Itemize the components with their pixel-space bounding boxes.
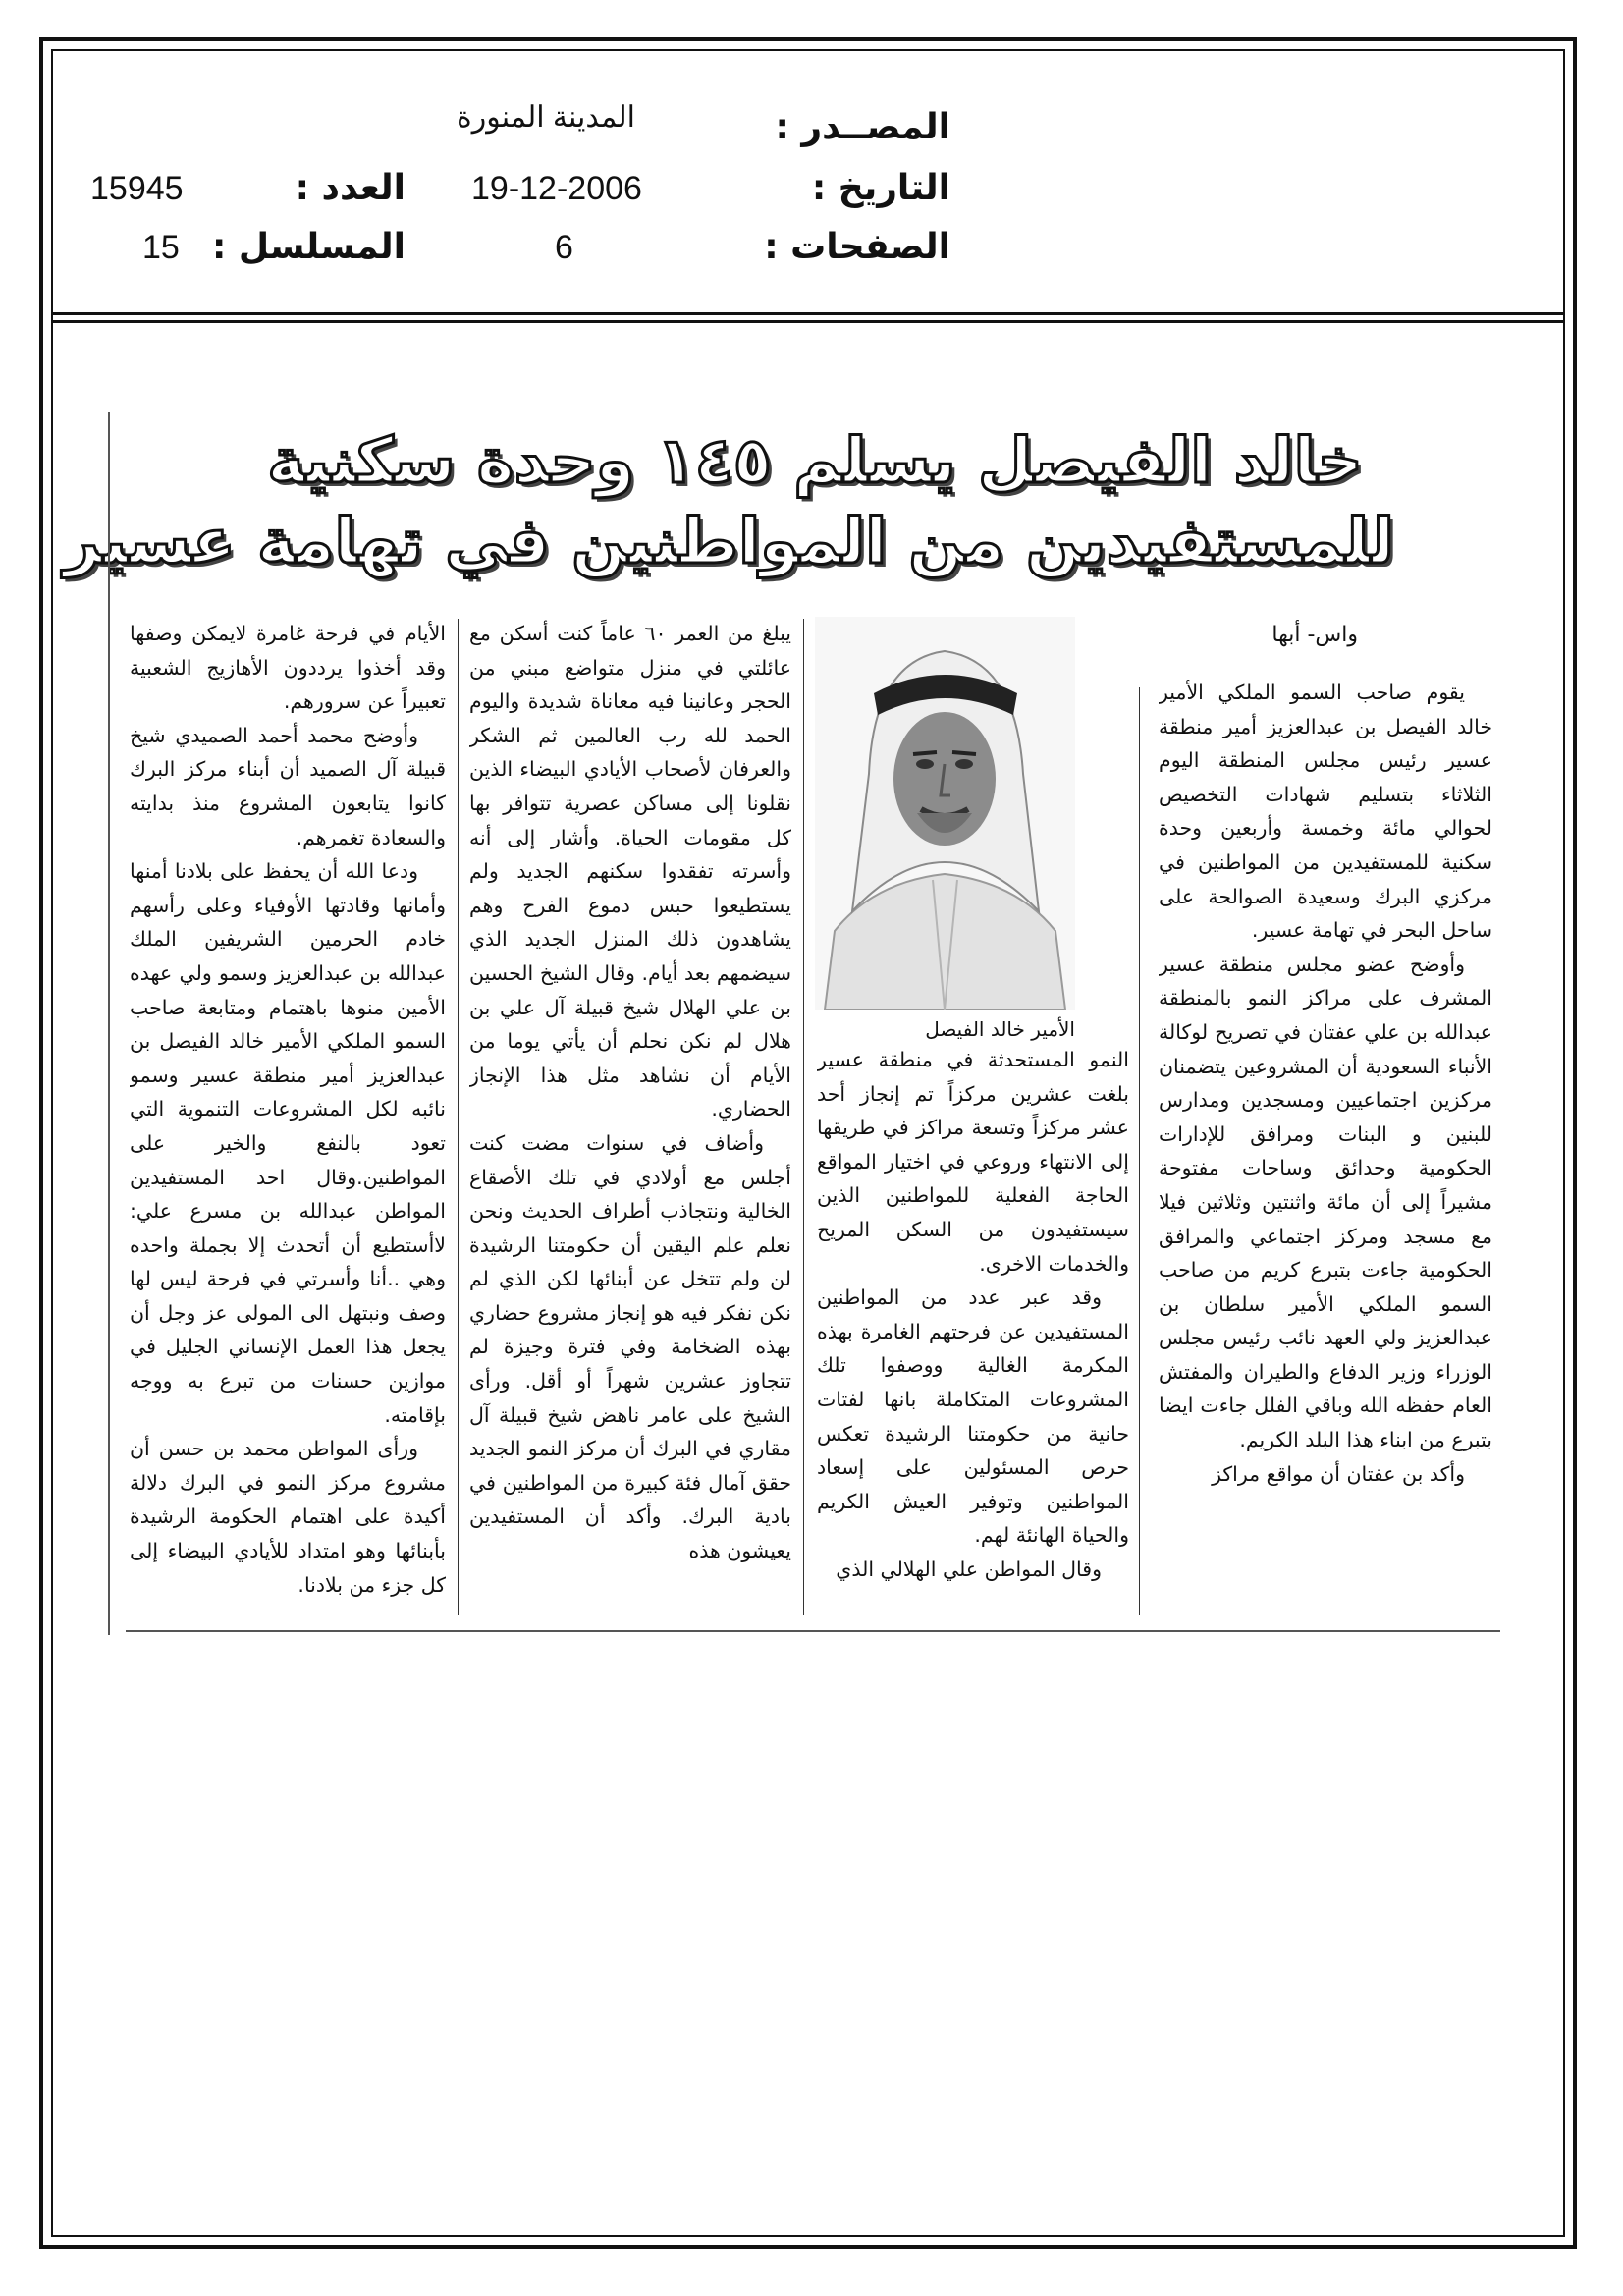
column-divider	[1139, 687, 1140, 1615]
article-column-2	[817, 1043, 1129, 1620]
date-value: 19-12-2006	[471, 170, 642, 207]
headline-line-1: خالد الفيصل يسلم ١٤٥ وحدة سكنية	[267, 425, 1363, 498]
column-1-paragraph: يقوم صاحب السمو الملكي الأمير خالد الفيصل بن عبدالعزيز أمير منطقة عسير رئيس مجلس المنطقة اليوم الثلاثاء بتسليم شهادات التخصيص لحوالي مائة وخمسة وأربعين وحدة سكنية للمستفيدين من المواطنين في مركزي البرك وسعيدة الصوالحة على ساحل البحر في تهامة عسير.	[1159, 681, 1492, 943]
column-3-paragraph: يبلغ من العمر ٦٠ عاماً كنت أسكن مع عائلتي في منزل متواضع مبني من الحجر وعانينا فيه معاناة شديدة واليوم الحمد لله رب العالمين ثم الشكر والعرفان لأصحاب الأيادي البيضاء الذين نقلونا إلى مساكن عصرية تتوافر بها كل مقومات الحياة. وأشار إلى أنه وأسرته تفقدوا سكنهم الجديد ولم يستطيعوا حبس دموع الفرح وهم يشاهدون ذلك المنزل الجديد الذي سيضمهم بعد أيام. وقال الشيخ الحسين بن علي الهلال شيخ قبيلة آل علي بن هلال لم نكن نحلم أن يأتي يوما من الأيام أن نشاهد مثل هذا الإنجاز الحضاري.	[469, 622, 791, 1121]
column-1-paragraph: وأوضح عضو مجلس منطقة عسير المشرف على مراكز النمو بالمنطقة عبدالله بن علي عفتان في تصريح لوكالة الأنباء السعودية أن المشروعين يتضمنان مركزين اجتماعيين ومسجدين ومدارس للبنين و البنات ومرافق للإدارات الحكومية وحدائق وساحات مفتوحة مشيراً إلى أن مائة واثنتين وثلاثين فيلا مع مسجد ومركز اجتماعي والمرافق الحكومية جاءت بتبرع كريم من صاحب السمو الملكي الأمير سلطان بن عبدالعزيز ولي العهد نائب رئيس مجلس الوزراء وزير الدفاع والطيران والمفتش العام حفظه الله وباقي الفلل جاءت ايضا بتبرع من ابناء هذا البلد الكريم.	[1159, 952, 1492, 1452]
column-4-paragraph: ورأى المواطن محمد بن حسن أن مشروع مركز النمو في البرك دلالة أكيدة على اهتمام الحكومة الرشيدة بأبنائها وهو امتداد للأيادي البيضاء إلى كل جزء من بلادنا.	[130, 1437, 446, 1597]
column-1-paragraph: وأكد بن عفتان أن مواقع مراكز	[1212, 1461, 1465, 1486]
column-4-paragraph: وأوضح محمد أحمد الصميدي شيخ قبيلة آل الصميد أن أبناء مركز البرك كانوا يتابعون المشروع منذ بدايته والسعادة تغمرهم.	[130, 723, 446, 849]
headline-line-2: للمستفيدين من المواطنين في تهامة عسير	[64, 506, 1394, 578]
serial-label: المسلسل :	[211, 227, 406, 267]
article-bottom-rule	[126, 1630, 1500, 1632]
serial-value: 15	[142, 229, 180, 266]
column-divider	[803, 619, 804, 1615]
source-label: المصــدر :	[775, 107, 950, 147]
article-column-4	[130, 617, 446, 1620]
header-divider	[51, 312, 1565, 315]
issue-label: العدد :	[295, 168, 406, 208]
byline: واس- أبها	[1271, 623, 1358, 647]
column-4-paragraph: الأيام في فرحة غامرة لايمكن وصفها وقد أخذوا يرددون الأهازيج الشعبية تعبيراً عن سرورهم.	[130, 622, 446, 714]
column-2-paragraph: وقال المواطن علي الهلالي الذي	[836, 1557, 1102, 1581]
portrait-photo	[815, 617, 1075, 1010]
column-3-paragraph: وأضاف في سنوات مضت كنت أجلس مع أولادي في تلك الأصقاع الخالية ونتجاذب أطراف الحديث ونحن نعلم علم اليقين أن حكومتنا الرشيدة لن ولم تتخل عن أبنائها لكن الذي لم نكن نفكر فيه هو إنجاز مشروع حضاري بهذه الضخامة وفي فترة وجيزة لم تتجاوز عشرين شهراً أو أقل. ورأى الشيخ على عامر ناهض شيخ قبيلة آل مقاري في البرك أن مركز النمو الجديد حقق آمال فئة كبيرة من المواطنين في بادية البرك. وأكد أن المستفيدين يعيشون هذه	[469, 1130, 791, 1563]
article-left-rule	[108, 412, 110, 1635]
column-2-paragraph: النمو المستحدثة في منطقة عسير بلغت عشرين مركزاً تم إنجاز أحد عشر مركزاً وتسعة مراكز في طريقها إلى الانتهاء وروعي في اختيار المواقع الحاجة الفعلية للمواطنين الذين سيستفيدون من السكن المريح والخدمات الاخرى.	[817, 1048, 1129, 1276]
column-divider	[458, 619, 459, 1615]
article-column-1	[1159, 676, 1492, 1618]
photo-caption: الأمير خالد الفيصل	[925, 1017, 1075, 1041]
column-4-paragraph: ودعا الله أن يحفظ على بلادنا أمنها وأمانها وقادتها الأوفياء وعلى رأسهم خادم الحرمين الشريفين الملك عبدالله بن عبدالعزيز وسمو ولي عهده الأمين منوها باهتمام ومتابعة صاحب السمو الملكي الأمير خالد الفيصل بن عبدالعزيز أمير منطقة عسير وسمو نائبه لكل المشروعات التنموية التي تعود بالنفع والخير على المواطنين.وقال احد المستفيدين المواطن عبدالله بن مسرع علي: لاأستطيع أن أتحدث إلا بجملة واحده وهي ..أنا وأسرتي في فرحة ليس لها وصف ونبتهل الى المولى عز وجل أن يجعل هذا العمل الإنساني الجليل في موازين حسنات من تبرع به ووجه بإقامته.	[130, 859, 446, 1427]
date-label: التاريخ :	[811, 168, 950, 208]
portrait-illustration	[815, 617, 1075, 1010]
pages-value: 6	[555, 229, 573, 266]
source-value: المدينة المنورة	[457, 101, 635, 134]
pages-label: الصفحات :	[764, 227, 950, 267]
header-divider-double	[51, 320, 1565, 323]
column-2-paragraph: وقد عبر عدد من المواطنين المستفيدين عن فرحتهم الغامرة بهذه المكرمة الغالية ووصفوا تلك المشروعات المتكاملة بانها لفتات حانية من حكومتنا الرشيدة تعكس حرص المسئولين على إسعاد المواطنين وتوفير العيش الكريم والحياة الهانئة لهم.	[817, 1285, 1129, 1548]
article-column-3	[469, 617, 791, 1620]
issue-value: 15945	[90, 170, 184, 207]
